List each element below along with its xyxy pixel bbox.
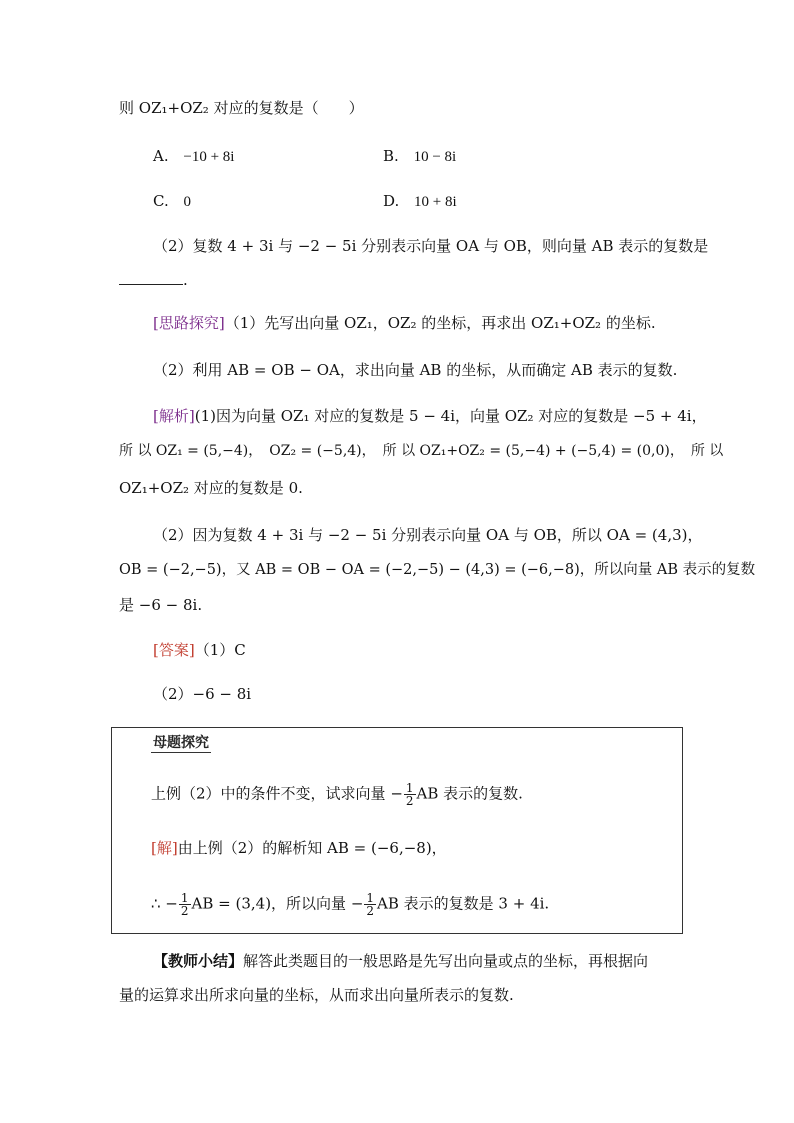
summary-text-1: 解答此类题目的一般思路是先写出向量或点的坐标，再根据向 <box>243 952 649 970</box>
thinking-line-1 <box>153 313 656 333</box>
mother-question-text <box>151 782 523 807</box>
analysis-text-1: (1)因为向量 OZ₁ 对应的复数是 5 − 4i，向量 OZ₂ 对应的复数是 −5 + 4i， <box>194 407 707 425</box>
mother-q-post: AB 表示的复数. <box>416 784 523 803</box>
thinking-line-2: （2）利用 AB = OB − OA，求出向量 AB 的坐标，从而确定 AB 表示的复数. <box>153 361 678 379</box>
summary-line-2: 量的运算求出所求向量的坐标，从而求出向量所表示的复数. <box>119 986 514 1004</box>
analysis-line-3: OZ₁+OZ₂ 对应的复数是 0. <box>119 479 303 497</box>
question-part2: （2）复数 4 + 3i 与 −2 − 5i 分别表示向量 OA 与 OB，则向量 AB 表示的复数是 <box>153 237 709 255</box>
answer-line-1 <box>153 640 246 660</box>
summary-tag: 【教师小结】 <box>153 952 244 970</box>
fraction-denominator: 2 <box>405 794 414 808</box>
option-b <box>383 146 456 167</box>
mother-question-tag: 母题探究 <box>153 735 209 751</box>
solution-text-1: 由上例（2）的解析知 AB = (−6,−8)， <box>177 839 447 857</box>
answer-text-1: （1）C <box>194 641 246 659</box>
solution-tag: [解] <box>151 839 178 857</box>
analysis-line-1 <box>153 406 707 426</box>
thinking-tag: [思路探究] <box>153 314 225 332</box>
answer-blank-line <box>119 270 188 290</box>
option-a-value: −10 + 8i <box>183 149 235 165</box>
thinking-text-1: （1）先写出向量 OZ₁，OZ₂ 的坐标，再求出 OZ₁+OZ₂ 的坐标. <box>224 314 656 332</box>
option-b-label: B. <box>383 147 399 165</box>
half-fraction-2 <box>179 892 191 917</box>
option-c-label: C. <box>153 192 169 210</box>
half-fraction <box>404 782 416 807</box>
analysis-line-4: （2）因为复数 4 + 3i 与 −2 − 5i 分别表示向量 OA 与 OB，所以 OA = (4,3)， <box>153 526 703 544</box>
analysis-line-2: 所 以 OZ₁ = (5,−4)， OZ₂ = (−5,4)， 所 以 OZ₁+OZ₂ = (5,−4) + (−5,4) = (0,0)， 所 以 <box>119 443 724 459</box>
answer-line-2: （2）−6 − 8i <box>153 685 252 703</box>
question-intro: 则 OZ₁+OZ₂ 对应的复数是（ ） <box>119 99 364 117</box>
option-d-value: 10 + 8i <box>414 194 457 210</box>
mother-solution-line-2 <box>151 892 549 917</box>
fraction-numerator: 1 <box>405 781 414 795</box>
mother-q-pre: 上例（2）中的条件不变，试求向量 − <box>151 784 403 803</box>
option-d-label: D. <box>383 192 400 210</box>
mother-solution-line-1 <box>151 838 447 858</box>
therefore-pre: ∴ − <box>151 894 178 913</box>
analysis-line-5: OB = (−2,−5)，又 AB = OB − OA = (−2,−5) − (4,3) = (−6,−8)，所以向量 AB 表示的复数 <box>119 562 756 578</box>
fraction-denominator-3: 2 <box>366 904 375 918</box>
option-d <box>383 191 457 212</box>
fraction-denominator-2: 2 <box>180 904 189 918</box>
fraction-numerator-2: 1 <box>180 891 189 905</box>
half-fraction-3 <box>364 892 376 917</box>
solution-mid: AB = (3,4)，所以向量 − <box>191 894 364 913</box>
analysis-tag: [解析] <box>153 407 195 425</box>
solution-post: AB 表示的复数是 3 + 4i. <box>377 894 550 913</box>
answer-tag: [答案] <box>153 641 195 659</box>
option-a-label: A. <box>153 147 169 165</box>
option-c <box>153 191 191 212</box>
option-c-value: 0 <box>183 194 191 210</box>
option-a <box>153 146 234 167</box>
option-b-value: 10 − 8i <box>413 149 457 165</box>
summary-line-1 <box>153 951 648 971</box>
answer-blank <box>119 284 183 285</box>
analysis-line-6: 是 −6 − 8i. <box>119 596 203 614</box>
fraction-numerator-3: 1 <box>366 891 375 905</box>
blank-period: . <box>183 271 188 289</box>
